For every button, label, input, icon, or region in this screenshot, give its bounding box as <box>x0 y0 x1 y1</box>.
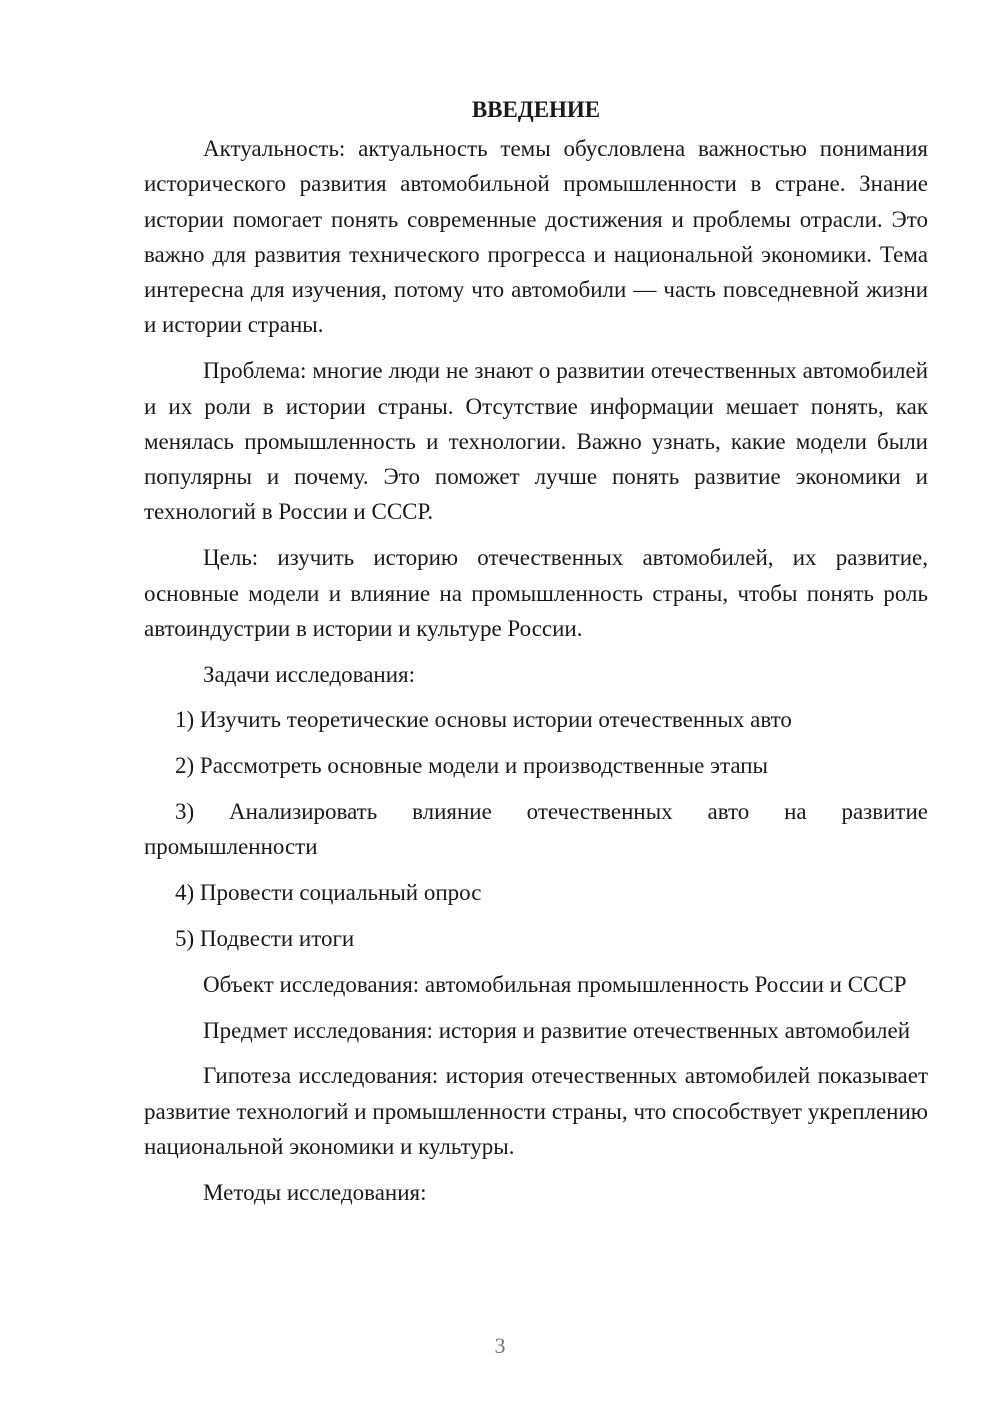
list-item-task-5: 5) Подвести итоги <box>175 925 355 951</box>
document-page <box>144 92 928 1210</box>
paragraph-goal: Цель: изучить историю отечественных автомобилей, их развитие, основные модели и влияние на промышленность страны, чтобы понять роль автоиндустрии в истории и культуре России. <box>144 545 928 641</box>
list-item-task-1: 1) Изучить теоретические основы истории отечественных авто <box>175 707 792 733</box>
paragraph-hypothesis: Гипотеза исследования: история отечественных автомобилей показывает развитие технологий и промышленности страны, что способствует укреплению национальной экономики и культуры. <box>144 1063 928 1159</box>
paragraph-subject: Предмет исследования: история и развитие отечественных автомобилей <box>203 1017 911 1043</box>
paragraph-object: Объект исследования: автомобильная промышленность России и СССР <box>203 971 907 997</box>
list-item-task-4: 4) Провести социальный опрос <box>175 880 482 906</box>
paragraph-relevance: Актуальность: актуальность темы обусловлена важностью понимания исторического развития автомобильной промышленности в стране. Знание истории помогает понять современные достижения и проблемы отрасли. Это важно для развития технического прогресса и национальной экономики. Тема интересна для изучения, потому что автомобили — часть повседневной жизни и истории страны. <box>144 136 928 338</box>
list-item-task-2: 2) Рассмотреть основные модели и производственные этапы <box>175 753 769 779</box>
paragraph-problem: Проблема: многие люди не знают о развитии отечественных автомобилей и их роли в истории страны. Отсутствие информации мешает понять, как менялась промышленность и технологии. Важно узнать, какие модели были популярны и почему. Это поможет лучше понять развитие экономики и технологий в России и СССР. <box>144 358 928 525</box>
paragraph-methods-title: Методы исследования: <box>203 1179 427 1205</box>
paragraph-tasks-title: Задачи исследования: <box>203 661 416 687</box>
page-number: 3 <box>494 1333 506 1358</box>
section-heading: ВВЕДЕНИЕ <box>471 97 601 122</box>
list-item-task-3: 3) Анализировать влияние отечественных авто на развитие промышленности <box>144 799 928 860</box>
